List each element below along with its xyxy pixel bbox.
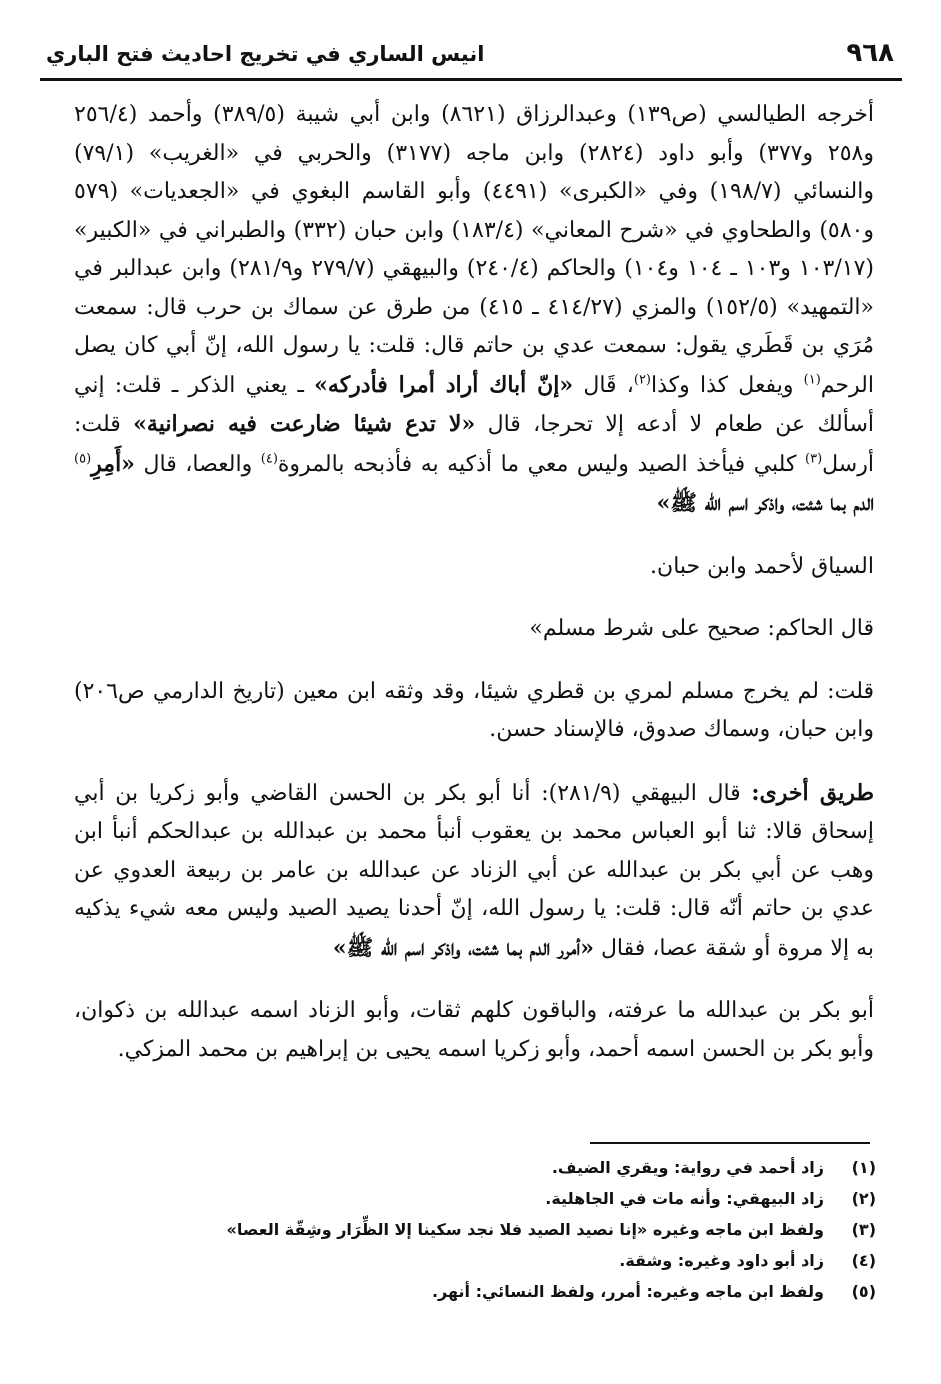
text-segment: ـ يعني الذكر ـ قلت: إني أسألك عن طعام لا أدعه إلا تحرجا، قال — [74, 372, 874, 437]
running-title: انيس الساري في تخريج احاديث فتح الباري — [46, 42, 485, 66]
footnote-ref-4[interactable]: (٤) — [260, 451, 278, 467]
footnote-text: ولفظ ابن ماجه وغيره «إنا نصيد الصيد فلا نجد سكينا إلا الظِّرَار وشِقّة العصا» — [226, 1220, 824, 1239]
text-segment: والعصا، قال — [134, 451, 261, 477]
footnote — [200, 1245, 876, 1276]
footnote-number: (٥) — [851, 1282, 876, 1301]
paragraph-qultu: قلت: لم يخرج مسلم لمري بن قطري شيئا، وقد وثقه ابن معين (تاريخ الدارمي ص٢٠٦) وابن حبان، وسماك صدوق، فالإسناد حسن. — [74, 678, 874, 742]
footnote-number: (٣) — [851, 1220, 876, 1239]
text-segment: كلبي فيأخذ الصيد وليس معي ما أذكيه به فأذبحه بالمروة — [277, 451, 805, 477]
section-lead: طريق أخرى: — [751, 779, 874, 806]
footnote-ref-5[interactable]: (٥) — [74, 451, 92, 467]
hadith-quote: «أمرر الدم بما شئت، واذكر اسم الله ﷺ» — [332, 934, 594, 961]
paragraph-siyaq: السياق لأحمد وابن حبان. — [650, 553, 874, 579]
footnote — [200, 1183, 876, 1214]
footnote-text: زاد البيهقي: وأنه مات في الجاهلية. — [545, 1189, 824, 1208]
text-segment: ويفعل كذا وكذا — [651, 372, 804, 398]
footnote-number: (٤) — [851, 1251, 876, 1270]
text-segment: قال البيهقي (٢٨١/٩): أنا أبو بكر بن الحسن القاضي وأبو زكريا بن أبي إسحاق قالا: ثنا أبو العباس محمد بن يعقوب أنبأ محمد بن عبدالله بن عبدالحكم أنبأ ابن وهب عن أبي بكر بن عبدالله عن أبي الزناد عن عبدالله بن عامر بن ربيعة العدوي عن عدي بن حاتم أنّه قال: قلت: يا رسول الله، إنّ أحدنا يصيد الصيد وليس معه شيء يذكيه به إلا مروة أو شقة عصا، فقال — [74, 780, 874, 961]
header-rule — [40, 78, 902, 81]
footnote — [200, 1152, 876, 1183]
text-segment: أخرجه الطيالسي (ص١٣٩) وعبدالرزاق (٨٦٢١) وابن أبي شيبة (٣٨٩/٥) وأحمد (٢٥٦/٤ و٢٥٨ و٣٧٧) وأبو داود (٢٨٢٤) وابن ماجه (٣١٧٧) والحربي في «الغريب» (٧٩/١) والنسائي (١٩٨/٧) وفي «الكبرى» (٤٤٩١) وأبو القاسم البغوي في «الجعديات» (٥٧٩ و٥٨٠) والطحاوي في «شرح المعاني» (١٨٣/٤) وابن حبان (٣٣٢) والطبراني في «الكبير» (١٠٣/١٧ و١٠٣ ـ ١٠٤ و١٠٤) والحاكم (٢٤٠/٤) والبيهقي (٢٧٩/٧ و٢٨١/٩) وابن عبدالبر في «التمهيد» (١٥٢/٥) والمزي (٤١٤/٢٧ ـ ٤١٥) من طرق عن سماك بن حرب قال: سمعت مُرَي بن قَطَري يقول: سمعت عدي بن حاتم قال: قلت: يا رسول الله، إنّ أبي كان يصل الرحم — [74, 102, 875, 398]
paragraph-takhrij — [74, 96, 874, 524]
hadith-quote: الدم بما شئت، واذكر اسم الله ﷺ» — [656, 490, 874, 516]
text-segment: ، قَال — [573, 372, 634, 398]
hadith-quote: «أَمِرِ — [91, 450, 135, 477]
main-text — [74, 96, 874, 1069]
footnote-ref-1[interactable]: (١) — [803, 372, 821, 388]
footnote-text: زاد أبو داود وغيره: وشقة. — [619, 1251, 824, 1270]
paragraph-narrators: أبو بكر بن عبدالله ما عرفته، والباقون كلهم ثقات، وأبو الزناد اسمه عبدالله بن ذكوان، وأبو بكر بن الحسن اسمه أحمد، وأبو زكريا اسمه يحيى بن إبراهيم بن محمد المزكي. — [74, 998, 874, 1062]
footnote-number: (٢) — [851, 1189, 876, 1208]
footnotes — [200, 1152, 876, 1307]
footnote-ref-3[interactable]: (٣) — [805, 451, 823, 467]
footnote — [200, 1214, 876, 1245]
footnote — [200, 1276, 876, 1307]
paragraph-tariq-ukhra — [74, 774, 874, 969]
footnote-text: زاد أحمد في رواية: ويقري الضيف. — [551, 1158, 824, 1177]
hadith-quote: «لا تدع شيئا ضارعت فيه نصرانية» — [133, 411, 476, 437]
hadith-quote: «إنّ أباك أراد أمرا فأدركه» — [314, 371, 574, 398]
footnote-rule — [590, 1142, 870, 1144]
page-number: ٩٦٨ — [846, 38, 894, 68]
paragraph-hakim: قال الحاكم: صحيح على شرط مسلم» — [529, 616, 874, 641]
text-segment: قلت: أرسل — [74, 412, 874, 477]
footnote-number: (١) — [851, 1158, 876, 1177]
footnote-ref-2[interactable]: (٢) — [633, 372, 651, 388]
footnote-text: ولفظ ابن ماجه وغيره: أمرر، ولفظ النسائي: أنهر. — [431, 1282, 824, 1301]
page-header — [40, 36, 902, 76]
